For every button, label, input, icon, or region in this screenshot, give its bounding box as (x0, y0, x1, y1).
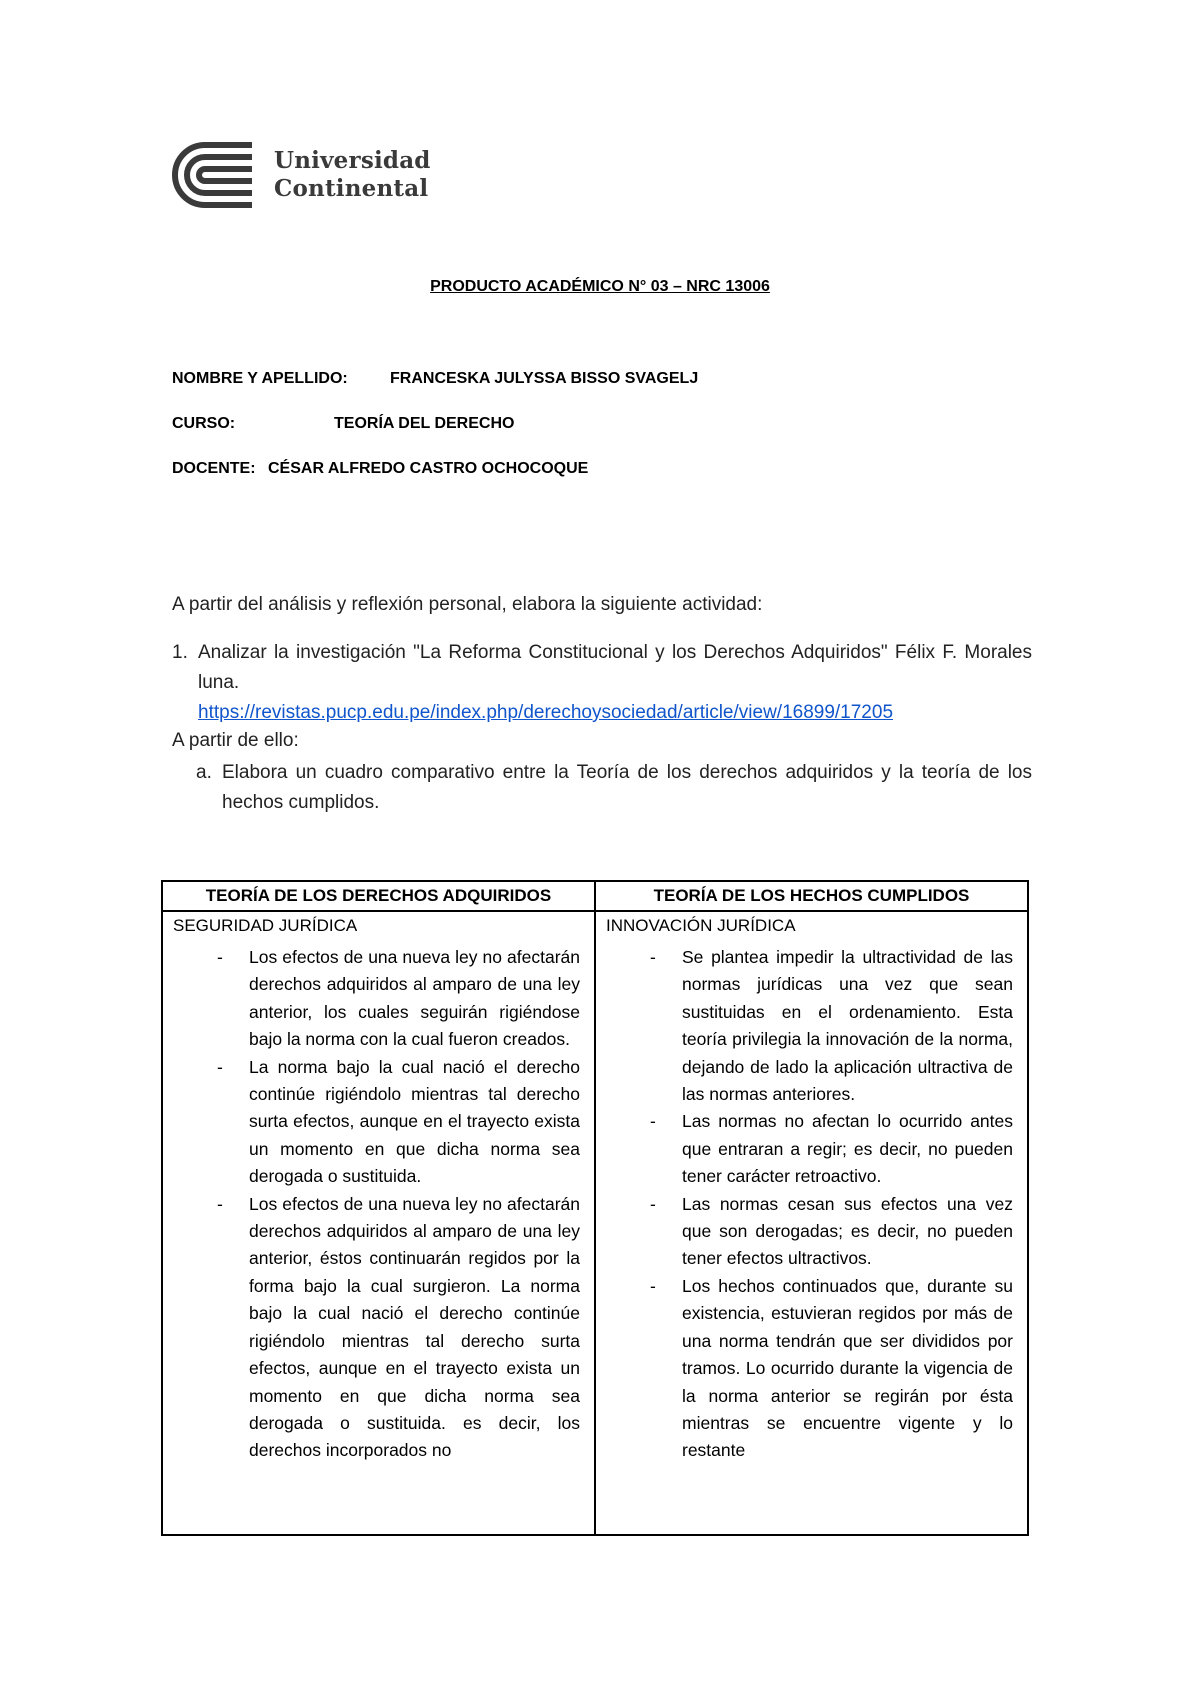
list-item (606, 1273, 1013, 1465)
right-subtitle: INNOVACIÓN JURÍDICA (606, 916, 796, 935)
point-text: Se plantea impedir la ultractividad de las normas jurídicas una vez que sean sustituidas en el ordenamiento. Esta teoría privilegia la innovación de la norma, dejando de lado la aplicación ultractiva de las normas anteriores. (682, 947, 1013, 1105)
instructions-intro: A partir del análisis y reflexión personal, elabora la siguiente actividad: (172, 594, 763, 615)
bullet-dash: - (650, 1275, 656, 1296)
teacher-value: CÉSAR ALFREDO CASTRO OCHOCOQUE (268, 460, 589, 477)
header-accomplished-facts: TEORÍA DE LOS HECHOS CUMPLIDOS (595, 881, 1028, 911)
point-text: Las normas cesan sus efectos una vez que son derogadas; es decir, no pueden tener efectos ultractivos. (682, 1193, 1013, 1269)
course-row (172, 415, 514, 433)
article-link[interactable]: https://revistas.pucp.edu.pe/index.php/derechoysociedad/article/view/16899/17205 (198, 702, 894, 723)
instructions-followup: A partir de ello: (172, 730, 299, 751)
left-subtitle: SEGURIDAD JURÍDICA (173, 916, 358, 935)
student-name-value: FRANCESKA JULYSSA BISSO SVAGELJ (390, 370, 699, 387)
point-text: Los hechos continuados que, durante su existencia, estuvieran regidos por más de una norma tendrán que ser divididos por tramos. Lo ocurrido durante la vigencia de la norma anterior se regirán por ésta mientras se encuentre vigente y lo restante (682, 1275, 1013, 1461)
bullet-dash: - (217, 1056, 223, 1077)
course-label: CURSO: (172, 415, 236, 432)
item-a-text: Elabora un cuadro comparativo entre la Teoría de los derechos adquiridos y la teoría de los hechos cumplidos. (222, 762, 1032, 813)
list-item (173, 944, 580, 1054)
university-name (274, 147, 431, 203)
bullet-dash: - (650, 1193, 656, 1214)
instruction-item-a (196, 758, 1032, 818)
list-item (606, 1191, 1013, 1273)
left-points-list (173, 944, 580, 1465)
comparison-table (161, 880, 1029, 1536)
university-logo (170, 140, 431, 210)
table-row (162, 911, 1028, 1535)
point-text: La norma bajo la cual nació el derecho continúe rigiéndolo mientras tal derecho surta efectos, aunque en el trayecto exista un momento en que dicha norma sea derogada o sustituida. (249, 1056, 580, 1187)
list-item (173, 1191, 580, 1465)
bullet-dash: - (650, 947, 656, 967)
teacher-label: DOCENTE: (172, 460, 256, 477)
point-text: Los efectos de una nueva ley no afectarán derechos adquiridos al amparo de una ley anterior, los cuales seguirán rigiéndose bajo la norma con la cual fueron creados. (249, 947, 580, 1050)
university-name-line1: Universidad (274, 147, 431, 174)
university-logo-icon (170, 140, 254, 210)
bullet-dash: - (650, 1111, 656, 1132)
point-text: Las normas no afectan lo ocurrido antes que entraran a regir; es decir, no pueden tener carácter retroactivo. (682, 1111, 1013, 1187)
bullet-dash: - (217, 1193, 223, 1214)
right-points-list (606, 944, 1013, 1465)
item-a-letter: a. (196, 762, 212, 783)
document-title: PRODUCTO ACADÉMICO N° 03 – NRC 13006 (430, 278, 770, 295)
list-item (606, 1108, 1013, 1190)
instruction-item-1 (172, 638, 1032, 728)
header-acquired-rights: TEORÍA DE LOS DERECHOS ADQUIRIDOS (162, 881, 595, 911)
table-header-row (162, 881, 1028, 911)
teacher-row (172, 460, 588, 478)
university-name-line2: Continental (274, 175, 429, 202)
cell-acquired-rights (162, 911, 595, 1535)
list-item (606, 944, 1013, 1108)
bullet-dash: - (217, 947, 223, 967)
item-1-number: 1. (172, 642, 188, 663)
student-name-row (172, 370, 698, 388)
point-text: Los efectos de una nueva ley no afectarán derechos adquiridos al amparo de una ley anterior, éstos continuarán regidos por la forma bajo la cual surgieron. La norma bajo la cual nació el derecho continúe rigiéndolo mientras tal derecho surta efectos, aunque en el trayecto exista un momento en que dicha norma sea derogada o sustituida. es decir, los derechos incorporados no (249, 1193, 580, 1461)
cell-accomplished-facts (595, 911, 1028, 1535)
course-value: TEORÍA DEL DERECHO (334, 415, 515, 432)
item-1-text: Analizar la investigación "La Reforma Constitucional y los Derechos Adquiridos" Félix F. Morales luna. (198, 642, 1032, 693)
list-item (173, 1054, 580, 1191)
student-name-label: NOMBRE Y APELLIDO: (172, 370, 348, 387)
